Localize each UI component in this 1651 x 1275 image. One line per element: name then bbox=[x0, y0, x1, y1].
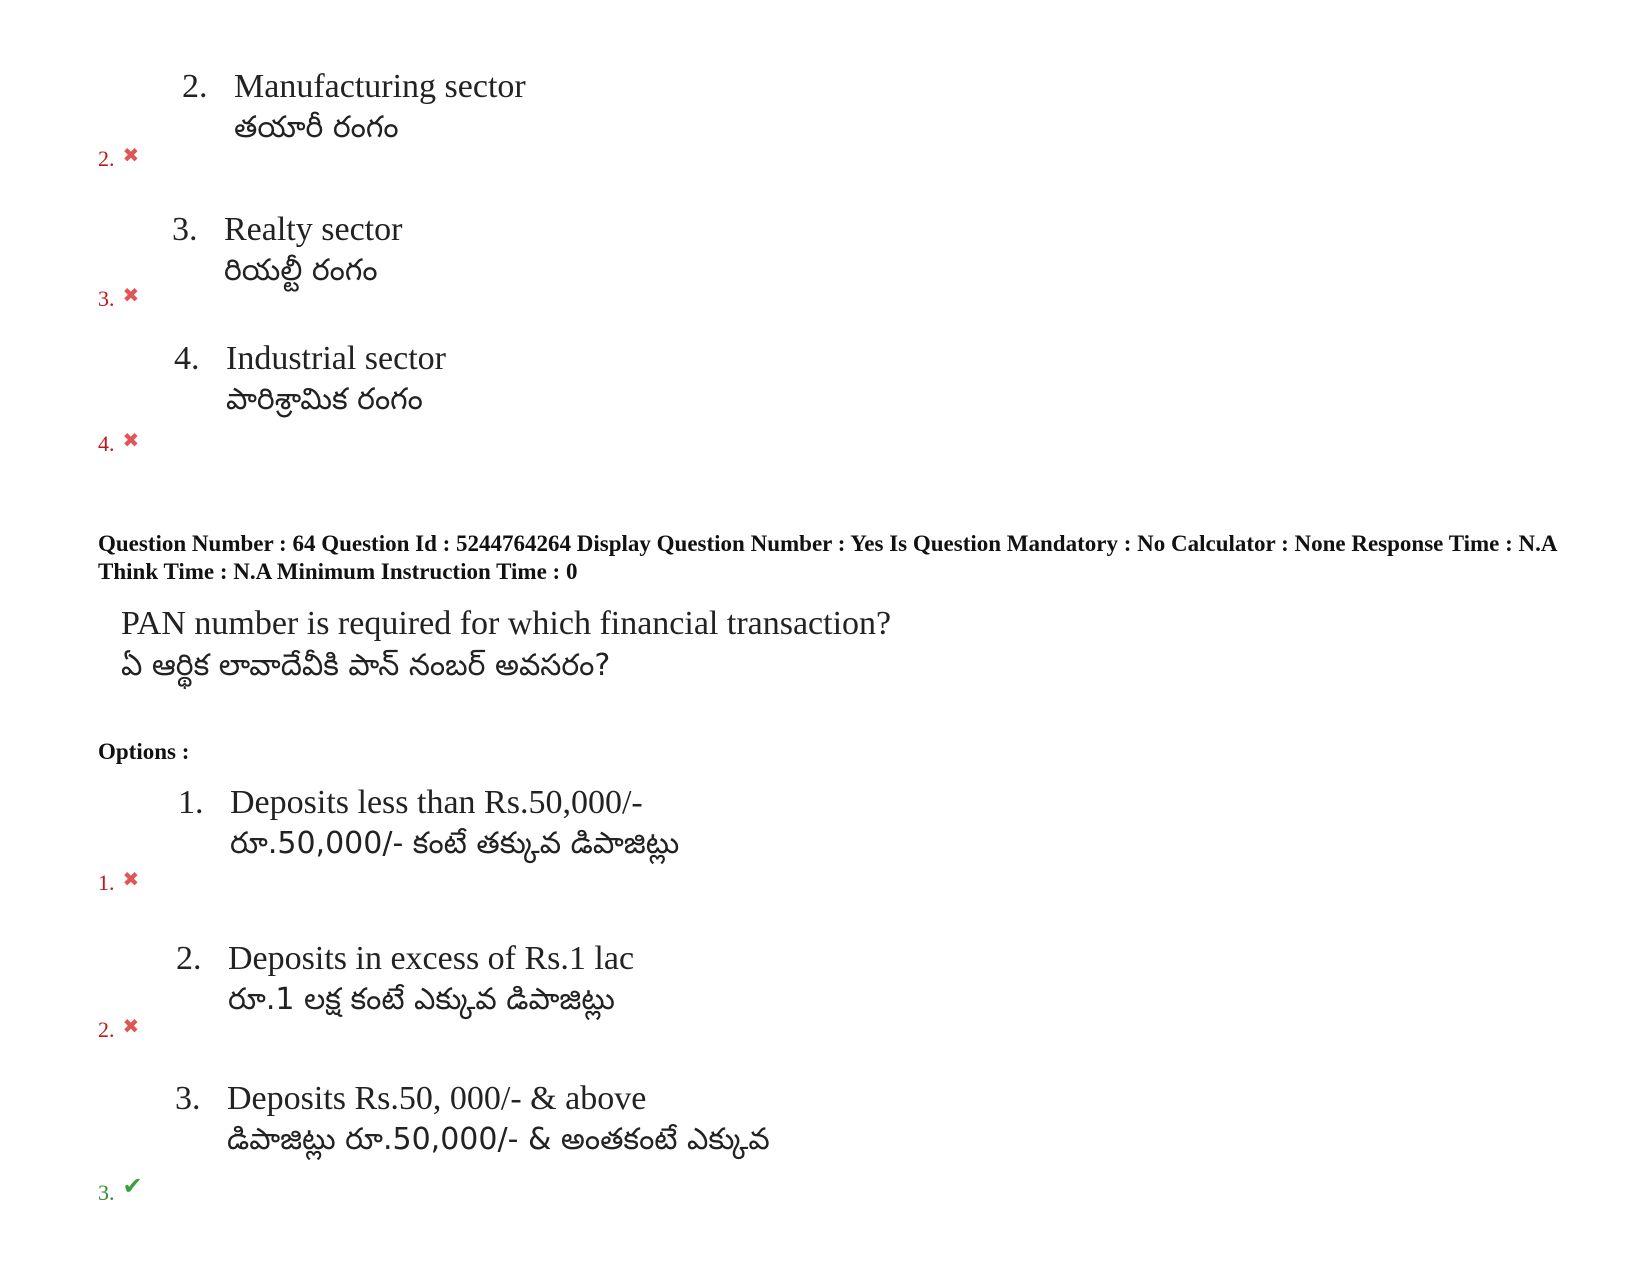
option-number: 3. bbox=[175, 1080, 201, 1117]
marker-number: 4. bbox=[98, 431, 115, 456]
option-text-te: తయారీ రంగం bbox=[234, 110, 399, 145]
question-meta: Question Number : 64 Question Id : 5244764264 Display Question Number : Yes Is Question Mandatory : No Calculator : None Response Time : N.A Think Time : N.A Minimum Instruction Time : 0 bbox=[98, 531, 1557, 584]
cross-icon: ✖ bbox=[122, 1014, 140, 1038]
cross-icon: ✖ bbox=[122, 283, 140, 307]
option-text-en: Industrial sector bbox=[226, 340, 446, 377]
marker-number: 2. bbox=[98, 1017, 115, 1042]
prev-option-3-marker bbox=[98, 282, 139, 312]
marker-number: 3. bbox=[98, 1180, 115, 1205]
option-text-te: డిపాజిట్లు రూ.50,000/- & అంతకంటే ఎక్కువ bbox=[227, 1122, 770, 1157]
marker-number: 2. bbox=[98, 146, 115, 171]
options-label: Options : bbox=[98, 739, 190, 764]
marker-number: 1. bbox=[98, 870, 115, 895]
cross-icon: ✖ bbox=[122, 867, 140, 891]
prev-option-2-marker bbox=[98, 142, 139, 172]
option-3 bbox=[175, 1078, 770, 1160]
option-text-en: Deposits Rs.50, 000/- & above bbox=[227, 1080, 647, 1117]
option-number: 1. bbox=[178, 784, 204, 821]
option-number: 3. bbox=[172, 211, 198, 248]
option-text-en: Manufacturing sector bbox=[234, 68, 526, 105]
cross-icon: ✖ bbox=[122, 143, 140, 167]
check-icon: ✔ bbox=[122, 1172, 143, 1200]
option-text-te: రూ.1 లక్ష కంటే ఎక్కువ డిపాజిట్లు bbox=[228, 982, 615, 1017]
option-text-te: రియల్టీ రంగం bbox=[224, 253, 378, 288]
option-1 bbox=[178, 782, 679, 864]
question-text-te: ఏ ఆర్థిక లావాదేవీకి పాన్ నంబర్ అవసరం? bbox=[121, 648, 611, 683]
prev-option-4-marker bbox=[98, 427, 139, 457]
option-text-te: రూ.50,000/- కంటే తక్కువ డిపాజిట్లు bbox=[230, 826, 680, 861]
option-text-te: పారిశ్రామిక రంగం bbox=[226, 382, 423, 417]
prev-option-4 bbox=[174, 338, 446, 420]
prev-option-3 bbox=[172, 209, 402, 291]
question-text bbox=[121, 603, 891, 687]
option-2 bbox=[176, 938, 634, 1020]
question-text-en: PAN number is required for which financial transaction? bbox=[121, 605, 892, 642]
option-number: 2. bbox=[176, 940, 202, 977]
cross-icon: ✖ bbox=[122, 428, 140, 452]
option-text-en: Realty sector bbox=[224, 211, 403, 248]
option-number: 2. bbox=[182, 68, 208, 105]
prev-option-2 bbox=[182, 66, 526, 148]
option-2-marker bbox=[98, 1013, 139, 1043]
option-1-marker bbox=[98, 866, 139, 896]
marker-number: 3. bbox=[98, 286, 115, 311]
option-text-en: Deposits in excess of Rs.1 lac bbox=[228, 940, 635, 977]
option-3-marker bbox=[98, 1173, 143, 1206]
option-number: 4. bbox=[174, 340, 200, 377]
option-text-en: Deposits less than Rs.50,000/- bbox=[230, 784, 643, 821]
